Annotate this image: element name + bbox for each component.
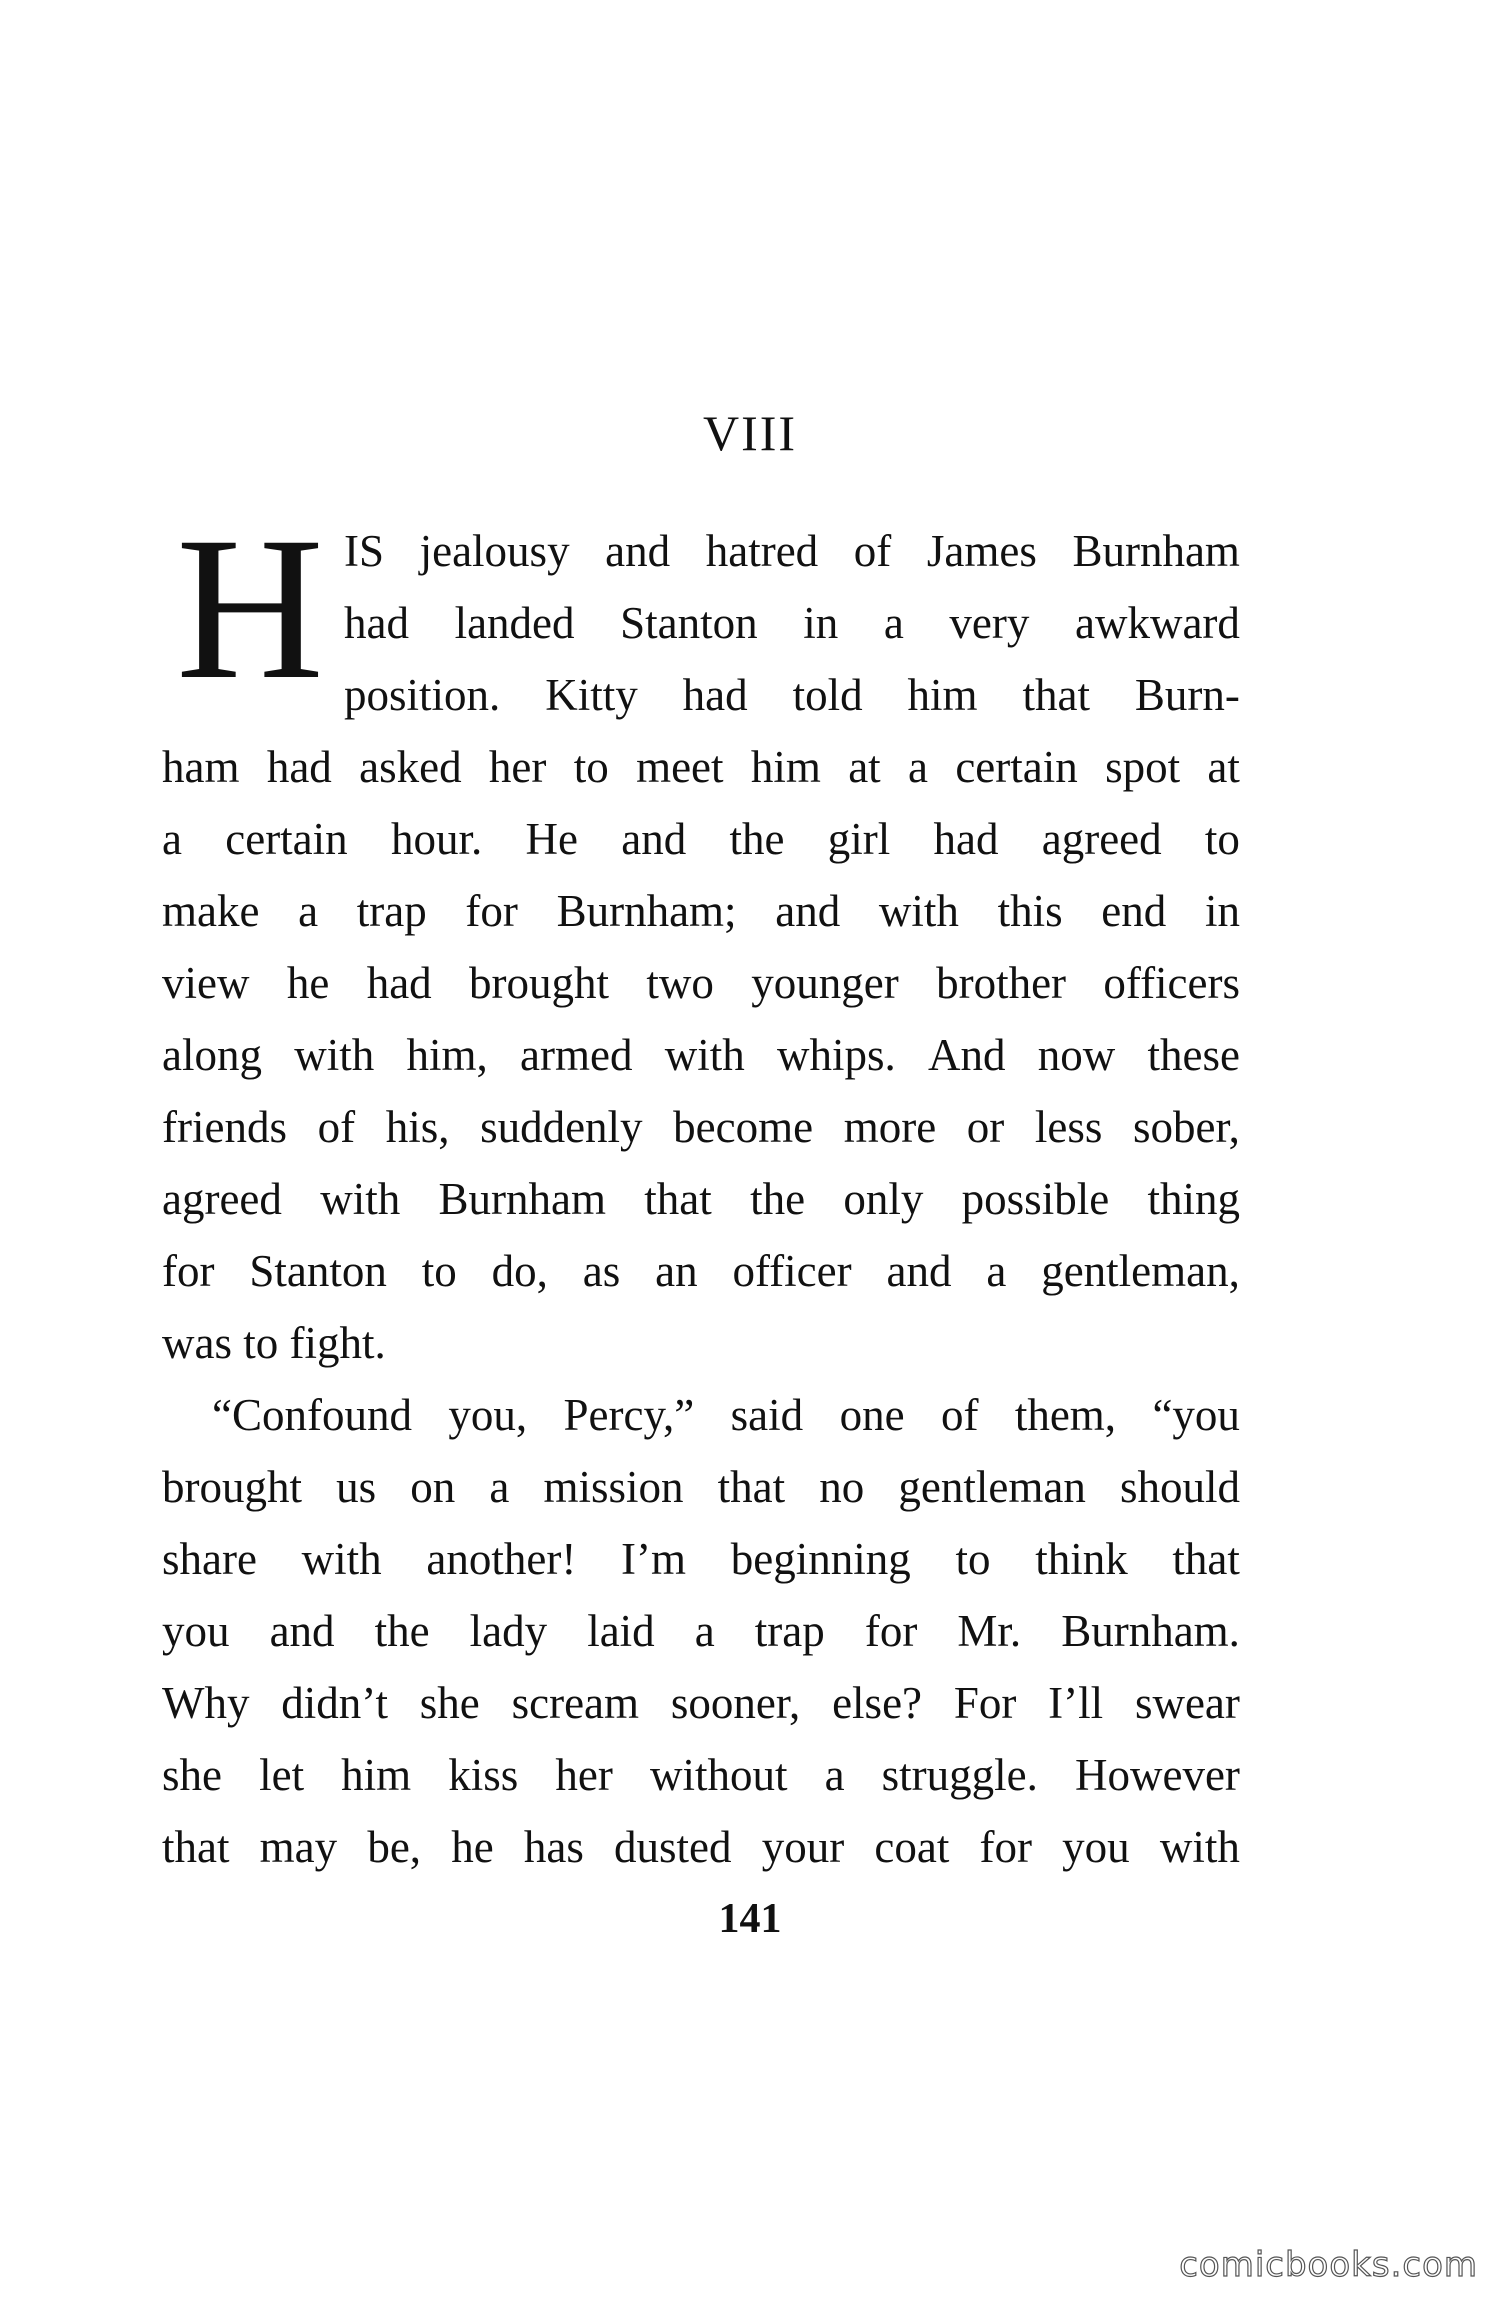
- word: in: [803, 598, 839, 648]
- word: and: [269, 1606, 335, 1656]
- word: this: [997, 886, 1063, 936]
- word: think: [1035, 1534, 1128, 1584]
- word: him: [907, 670, 978, 720]
- word: certain: [955, 742, 1078, 792]
- line-text: [344, 587, 1240, 659]
- word: share: [162, 1534, 257, 1584]
- word: a: [694, 1606, 715, 1656]
- word: with: [301, 1534, 382, 1584]
- line-text: [162, 947, 1240, 1019]
- word: officer: [732, 1246, 852, 1296]
- text-line: [162, 1595, 1240, 1667]
- word: him: [341, 1750, 412, 1800]
- word: However: [1074, 1750, 1240, 1800]
- line-text: [162, 1811, 1240, 1883]
- word: with: [664, 1030, 745, 1080]
- word: had: [344, 598, 409, 648]
- word: scream: [511, 1678, 640, 1728]
- word: struggle.: [881, 1750, 1038, 1800]
- word: to: [421, 1246, 457, 1296]
- text-line: [162, 1523, 1240, 1595]
- word: younger: [751, 958, 899, 1008]
- word: brought: [469, 958, 610, 1008]
- word: and: [886, 1246, 952, 1296]
- word: she: [419, 1678, 480, 1728]
- word: one: [839, 1390, 905, 1440]
- word: Burnham.: [1061, 1606, 1240, 1656]
- word: position.: [344, 670, 501, 720]
- word: a: [298, 886, 319, 936]
- word: lady: [469, 1606, 548, 1656]
- text-line: [162, 947, 1240, 1019]
- word: possible: [961, 1174, 1110, 1224]
- word: I’m: [621, 1534, 687, 1584]
- word: the: [729, 814, 785, 864]
- drop-cap-letter: H: [176, 495, 325, 722]
- text-line: [162, 1811, 1240, 1883]
- word: trap: [356, 886, 427, 936]
- word: that: [162, 1822, 230, 1872]
- line-text: [344, 659, 1240, 731]
- word: IS: [344, 526, 385, 576]
- word: certain: [225, 814, 348, 864]
- word: Burnham: [438, 1174, 606, 1224]
- text-line: [162, 875, 1240, 947]
- word: Burnham: [1072, 526, 1240, 576]
- word: swear: [1134, 1678, 1240, 1728]
- line-text: [344, 515, 1240, 587]
- text-line: [162, 1451, 1240, 1523]
- word: gentleman: [898, 1462, 1086, 1512]
- word: her: [555, 1750, 613, 1800]
- word: Mr.: [957, 1606, 1022, 1656]
- word: be,: [367, 1822, 422, 1872]
- word: Stanton: [620, 598, 758, 648]
- word: laid: [587, 1606, 655, 1656]
- line-text: [162, 1667, 1240, 1739]
- word: else?: [832, 1678, 923, 1728]
- word: whips.: [776, 1030, 896, 1080]
- word: for: [465, 886, 518, 936]
- word: for: [864, 1606, 918, 1656]
- word: a: [162, 814, 182, 864]
- line-text: [162, 1235, 1240, 1307]
- word: sooner,: [670, 1678, 801, 1728]
- word: coat: [874, 1822, 950, 1872]
- word: you: [1062, 1822, 1130, 1872]
- word: to: [573, 742, 609, 792]
- word: Burn-: [1134, 670, 1240, 720]
- opening-paragraph-start: [162, 495, 1240, 731]
- word: girl: [827, 814, 891, 864]
- word: very: [949, 598, 1030, 648]
- text-line: [162, 1667, 1240, 1739]
- word: had: [366, 958, 432, 1008]
- word: that: [717, 1462, 786, 1512]
- word: jealousy: [419, 526, 570, 576]
- word: view: [162, 958, 250, 1008]
- line-text: [162, 1595, 1240, 1667]
- word: the: [750, 1174, 806, 1224]
- word: had: [682, 670, 748, 720]
- word: her: [488, 742, 547, 792]
- word: sober,: [1133, 1102, 1240, 1152]
- line-text: [162, 875, 1240, 947]
- word: agreed: [162, 1174, 282, 1224]
- word: him: [750, 742, 821, 792]
- watermark: comicbooks.com: [1179, 2245, 1478, 2285]
- word: a: [986, 1246, 1007, 1296]
- word: his,: [385, 1102, 450, 1152]
- word: James: [926, 526, 1037, 576]
- word: that: [644, 1174, 712, 1224]
- word: suddenly: [480, 1102, 643, 1152]
- word: a: [883, 598, 904, 648]
- word: friends: [162, 1102, 287, 1152]
- word: “Confound: [212, 1390, 412, 1440]
- word: you,: [448, 1390, 528, 1440]
- word: no: [819, 1462, 865, 1512]
- word: told: [792, 670, 863, 720]
- word: to: [955, 1534, 991, 1584]
- line-text: [162, 1091, 1240, 1163]
- word: Percy,”: [563, 1390, 695, 1440]
- word: I’ll: [1048, 1678, 1104, 1728]
- word: a: [824, 1750, 845, 1800]
- drop-cap-lines: [344, 515, 1240, 731]
- line-text: was to fight.: [162, 1318, 386, 1368]
- word: mission: [543, 1462, 684, 1512]
- word: armed: [520, 1030, 633, 1080]
- text-line: [344, 659, 1240, 731]
- word: hatred: [705, 526, 819, 576]
- word: ham: [162, 742, 240, 792]
- chapter-heading: VIII: [702, 405, 798, 461]
- line-text: [162, 1523, 1240, 1595]
- word: and: [775, 886, 841, 936]
- word: to: [1204, 814, 1240, 864]
- word: make: [162, 886, 260, 936]
- word: had: [266, 742, 332, 792]
- word: now: [1037, 1030, 1116, 1080]
- word: a: [489, 1462, 510, 1512]
- word: let: [259, 1750, 305, 1800]
- word: and: [621, 814, 687, 864]
- body-text: [162, 731, 1240, 1883]
- word: asked: [359, 742, 462, 792]
- line-text: [162, 803, 1240, 875]
- word: them,: [1014, 1390, 1117, 1440]
- word: she: [162, 1750, 222, 1800]
- word: the: [374, 1606, 430, 1656]
- word: your: [761, 1822, 845, 1872]
- word: do,: [491, 1246, 548, 1296]
- word: you: [162, 1606, 230, 1656]
- word: with: [1159, 1822, 1240, 1872]
- word: with: [878, 886, 959, 936]
- word: us: [336, 1462, 377, 1512]
- word: “you: [1152, 1390, 1240, 1440]
- line-text: [162, 1019, 1240, 1091]
- word: gentleman,: [1041, 1246, 1240, 1296]
- word: with: [320, 1174, 401, 1224]
- word: less: [1034, 1102, 1103, 1152]
- text-line: [162, 1739, 1240, 1811]
- word: officers: [1103, 958, 1240, 1008]
- word: kiss: [448, 1750, 519, 1800]
- word: may: [259, 1822, 338, 1872]
- word: meet: [636, 742, 724, 792]
- text-line: [162, 1091, 1240, 1163]
- word: two: [646, 958, 714, 1008]
- word: hour.: [390, 814, 483, 864]
- word: Burnham;: [556, 886, 737, 936]
- word: him,: [406, 1030, 488, 1080]
- line-text: [162, 1451, 1240, 1523]
- word: at: [1207, 742, 1240, 792]
- word: or: [966, 1102, 1005, 1152]
- word: dusted: [614, 1822, 732, 1872]
- word: become: [673, 1102, 814, 1152]
- word: these: [1147, 1030, 1240, 1080]
- page-number: 141: [718, 1896, 782, 1942]
- word: And: [927, 1030, 1006, 1080]
- text-line: [162, 731, 1240, 803]
- word: for: [162, 1246, 215, 1296]
- word: had: [933, 814, 999, 864]
- word: said: [730, 1390, 804, 1440]
- word: For: [953, 1678, 1017, 1728]
- line-text: [162, 731, 1240, 803]
- word: he: [286, 958, 330, 1008]
- word: didn’t: [281, 1678, 388, 1728]
- word: without: [649, 1750, 788, 1800]
- word: He: [525, 814, 578, 864]
- word: has: [523, 1822, 584, 1872]
- text-line: [162, 1235, 1240, 1307]
- word: as: [582, 1246, 621, 1296]
- word: Stanton: [249, 1246, 387, 1296]
- word: that: [1172, 1534, 1240, 1584]
- word: along: [162, 1030, 262, 1080]
- text-line: [162, 1379, 1240, 1451]
- word: at: [848, 742, 881, 792]
- word: should: [1119, 1462, 1240, 1512]
- word: agreed: [1041, 814, 1162, 864]
- word: spot: [1105, 742, 1181, 792]
- line-text: [162, 1739, 1240, 1811]
- text-line: [162, 803, 1240, 875]
- word: a: [908, 742, 928, 792]
- word: landed: [454, 598, 575, 648]
- word: Kitty: [545, 670, 638, 720]
- word: only: [843, 1174, 924, 1224]
- word: brought: [162, 1462, 302, 1512]
- text-line: [344, 515, 1240, 587]
- word: Why: [162, 1678, 250, 1728]
- line-text: [212, 1379, 1240, 1451]
- word: an: [655, 1246, 698, 1296]
- word: on: [410, 1462, 456, 1512]
- word: in: [1204, 886, 1240, 936]
- word: for: [979, 1822, 1032, 1872]
- word: thing: [1147, 1174, 1240, 1224]
- text-line: [162, 1307, 1240, 1379]
- word: of: [317, 1102, 356, 1152]
- text-line: [162, 1019, 1240, 1091]
- word: with: [294, 1030, 375, 1080]
- word: of: [853, 526, 892, 576]
- word: awkward: [1074, 598, 1240, 648]
- word: beginning: [730, 1534, 911, 1584]
- text-line: [344, 587, 1240, 659]
- word: that: [1022, 670, 1090, 720]
- word: another!: [426, 1534, 577, 1584]
- word: and: [605, 526, 671, 576]
- word: trap: [754, 1606, 825, 1656]
- word: brother: [936, 958, 1067, 1008]
- word: he: [451, 1822, 494, 1872]
- line-text: [162, 1163, 1240, 1235]
- word: end: [1101, 886, 1167, 936]
- word: of: [940, 1390, 979, 1440]
- word: more: [843, 1102, 937, 1152]
- text-line: [162, 1163, 1240, 1235]
